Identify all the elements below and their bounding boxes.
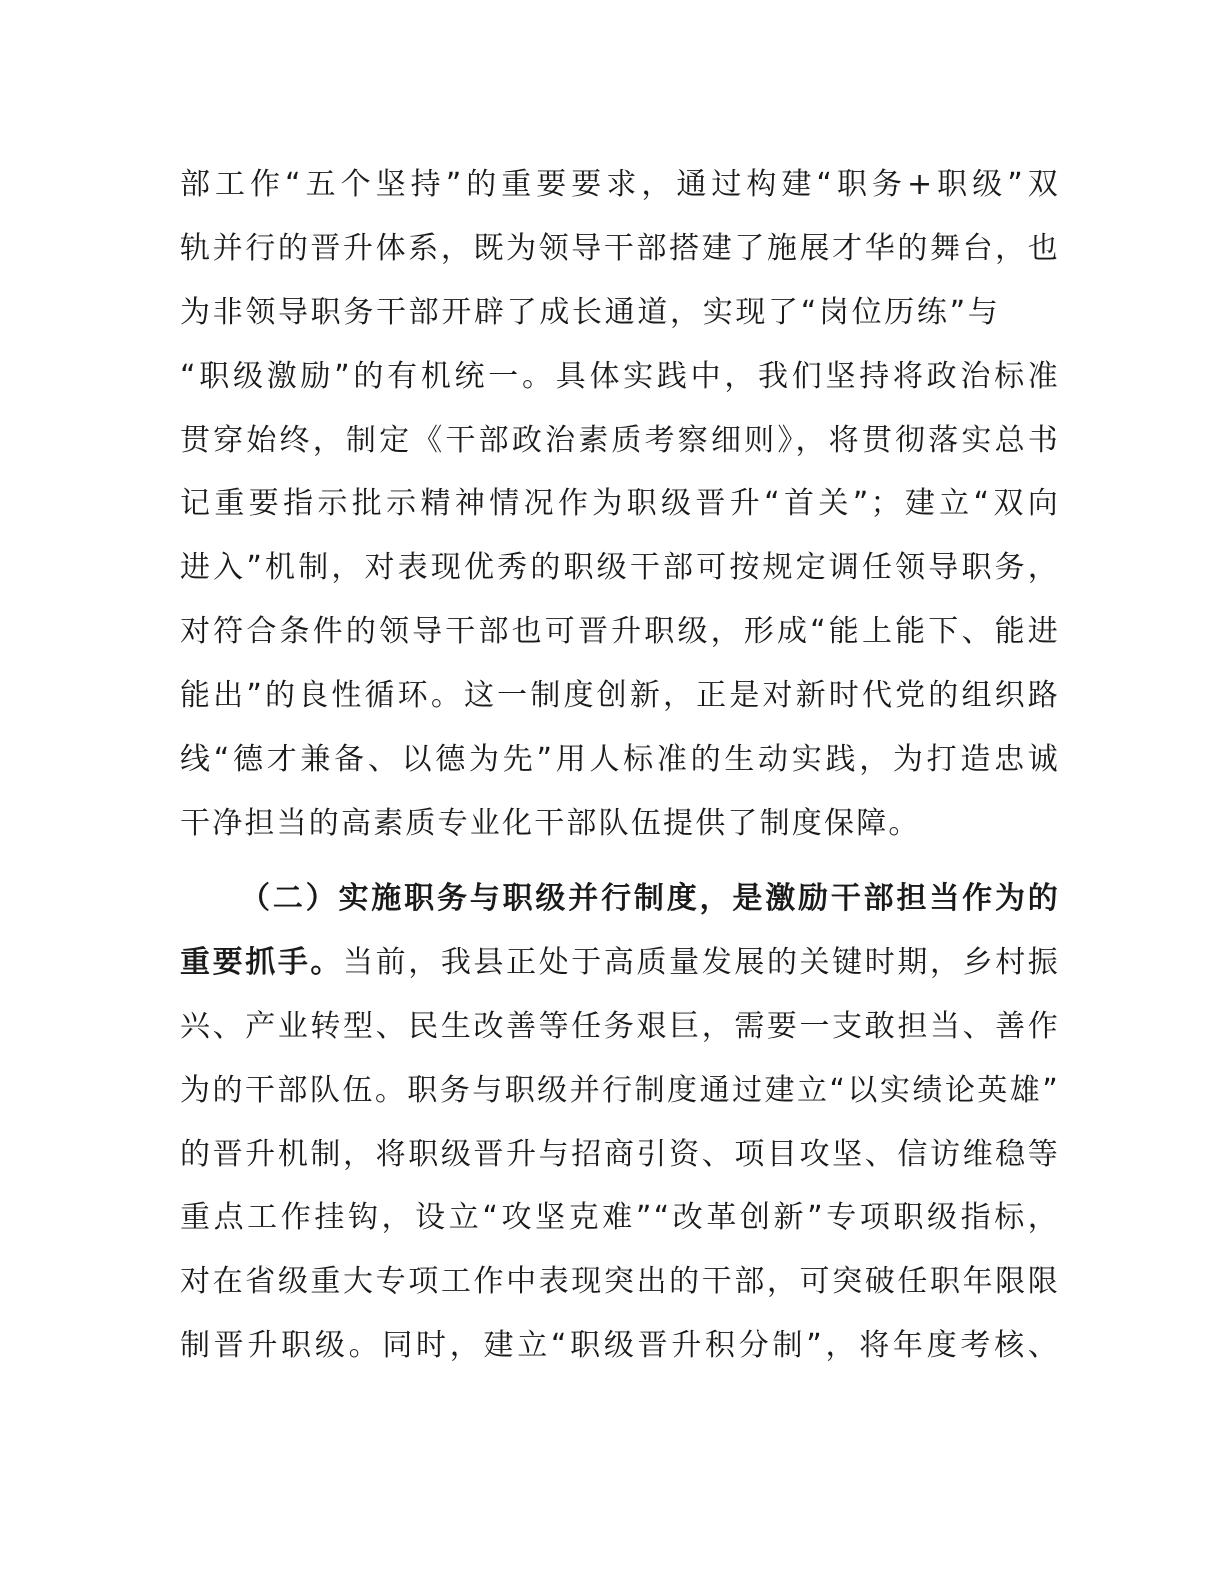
paragraph-2-line-rest: 当前，我县正处于高质量发展的关键时期，乡村振	[343, 944, 1061, 980]
paragraph-2	[180, 867, 1060, 1378]
paragraph-2-line: 的晋升机制，将职级晋升与招商引资、项目攻坚、信访维稳等	[180, 1136, 1060, 1172]
paragraph-1-line: 贯穿始终，制定《干部政治素质考察细则》，将贯彻落实总书	[180, 422, 1060, 458]
paragraph-1-line: 轨并行的晋升体系，既为领导干部搭建了施展才华的舞台，也	[180, 230, 1060, 266]
section-heading-continuation	[180, 931, 1060, 995]
paragraph-2-line: 制晋升职级。同时，建立“职级晋升积分制”，将年度考核、	[180, 1328, 1060, 1364]
paragraph-1-line: 能出”的良性循环。这一制度创新，正是对新时代党的组织路	[180, 678, 1060, 714]
paragraph-1-line: 部工作“五个坚持”的重要要求，通过构建“职务+职级”双	[180, 167, 1060, 202]
paragraph-1-line: 线“德才兼备、以德为先”用人标准的生动实践，为打造忠诚	[180, 742, 1060, 778]
paragraph-2-line: 为的干部队伍。职务与职级并行制度通过建立“以实绩论英雄”	[180, 1072, 1060, 1108]
paragraph-1-line: 记重要指示批示精神情况作为职级晋升“首关”；建立“双向	[180, 486, 1060, 522]
paragraph-1-line: “职级激励”的有机统一。具体实践中，我们坚持将政治标准	[180, 358, 1060, 394]
section-heading-bold-tail: 重要抓手。	[180, 944, 344, 980]
paragraph-1-line: 为非领导职务干部开辟了成长通道，实现了“岗位历练”与	[180, 294, 1000, 330]
paragraph-1-line: 进入”机制，对表现优秀的职级干部可按规定调任领导职务，	[180, 550, 1060, 586]
paragraph-2-line: 兴、产业转型、民生改善等任务艰巨，需要一支敢担当、善作	[180, 1008, 1060, 1044]
paragraph-2-line: 对在省级重大专项工作中表现突出的干部，可突破任职年限限	[180, 1264, 1060, 1300]
paragraph-2-line: 重点工作挂钩，设立“攻坚克难”“改革创新”专项职级指标，	[180, 1200, 1060, 1236]
section-heading-line: （二）实施职务与职级并行制度，是激励干部担当作为的	[240, 881, 1060, 916]
paragraph-1	[180, 153, 1060, 856]
paragraph-1-line: 对符合条件的领导干部也可晋升职级，形成“能上能下、能进	[180, 614, 1060, 650]
paragraph-1-last-line: 干净担当的高素质专业化干部队伍提供了制度保障。	[180, 805, 921, 841]
